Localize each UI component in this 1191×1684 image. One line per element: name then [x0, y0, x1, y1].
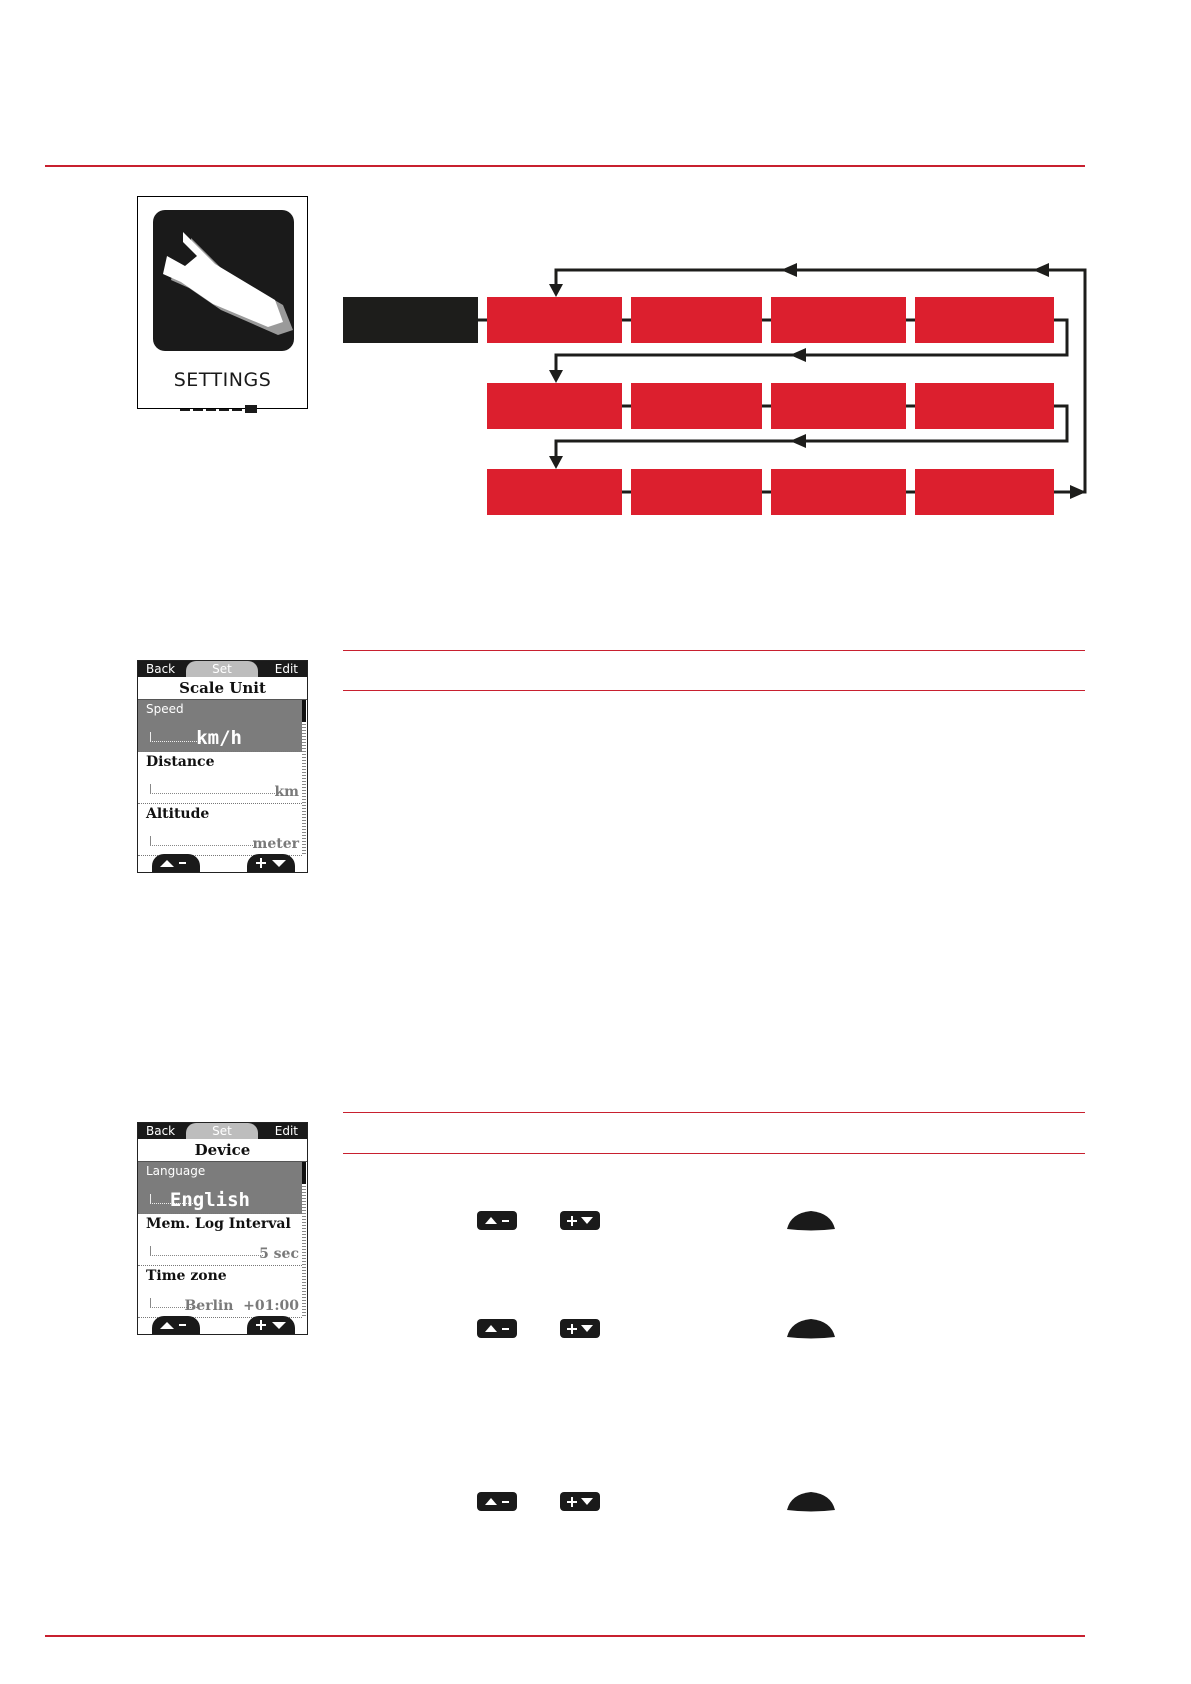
set-softkey[interactable]: Set	[186, 1123, 258, 1139]
scale-unit-screen	[137, 660, 308, 873]
scale-unit-rule-top	[343, 650, 1085, 651]
device-rule-top	[343, 1112, 1085, 1113]
up-minus-button-icon	[477, 1319, 517, 1338]
item-label: Time zone	[146, 1268, 227, 1284]
item-label: Altitude	[146, 806, 210, 822]
list-item-distance[interactable]	[138, 752, 302, 804]
list-item-language[interactable]	[138, 1162, 302, 1214]
set-softkey[interactable]: Set	[186, 661, 258, 677]
scale-unit-rule-bottom	[343, 690, 1085, 691]
device-screen	[137, 1122, 308, 1335]
softkey-bar	[138, 661, 307, 677]
back-softkey[interactable]: Back	[146, 662, 176, 676]
item-label: Speed	[146, 702, 184, 716]
plus-down-button-icon	[560, 1211, 600, 1230]
item-value: Berlin +01:00	[184, 1298, 299, 1314]
softkey-bar	[138, 1123, 307, 1139]
device-rule-bottom	[343, 1153, 1085, 1154]
edit-softkey[interactable]: Edit	[274, 1124, 298, 1138]
oval-button-icon	[785, 1209, 837, 1231]
back-softkey[interactable]: Back	[146, 1124, 176, 1138]
leader-line	[150, 784, 279, 794]
list-item-time-zone[interactable]	[138, 1266, 302, 1318]
plus-down-button-icon	[560, 1492, 600, 1511]
list-item-altitude[interactable]	[138, 804, 302, 856]
scroll-thumb[interactable]	[302, 1162, 306, 1184]
up-minus-softkey[interactable]	[152, 854, 200, 872]
oval-button-icon	[785, 1317, 837, 1339]
leader-line	[150, 836, 255, 846]
oval-button-icon	[785, 1490, 837, 1512]
flow-connectors	[0, 0, 1191, 560]
scrollbar[interactable]	[302, 1162, 306, 1317]
item-value: km	[274, 784, 299, 800]
up-minus-softkey[interactable]	[152, 1316, 200, 1334]
bottom-rule	[45, 1635, 1085, 1637]
item-value: meter	[252, 836, 299, 852]
leader-line	[150, 1246, 263, 1256]
up-minus-button-icon	[477, 1492, 517, 1511]
item-label: Distance	[146, 754, 215, 770]
plus-down-softkey[interactable]	[247, 1316, 295, 1334]
item-value: km/h	[196, 727, 242, 749]
leader-line	[150, 732, 201, 742]
screen-title: Scale Unit	[138, 677, 307, 700]
scrollbar[interactable]	[302, 700, 306, 855]
edit-softkey[interactable]: Edit	[274, 662, 298, 676]
up-minus-button-icon	[477, 1211, 517, 1230]
list-item-mem-log-interval[interactable]	[138, 1214, 302, 1266]
settings-label: SETTINGS	[173, 369, 272, 391]
item-label: Mem. Log Interval	[146, 1216, 291, 1232]
item-value: 5 sec	[259, 1246, 299, 1262]
plus-down-button-icon	[560, 1319, 600, 1338]
scroll-thumb[interactable]	[302, 700, 306, 722]
item-value: English	[169, 1189, 250, 1211]
plus-down-softkey[interactable]	[247, 854, 295, 872]
list-item-speed[interactable]	[138, 700, 302, 752]
screen-title: Device	[138, 1139, 307, 1162]
item-label: Language	[146, 1164, 206, 1178]
